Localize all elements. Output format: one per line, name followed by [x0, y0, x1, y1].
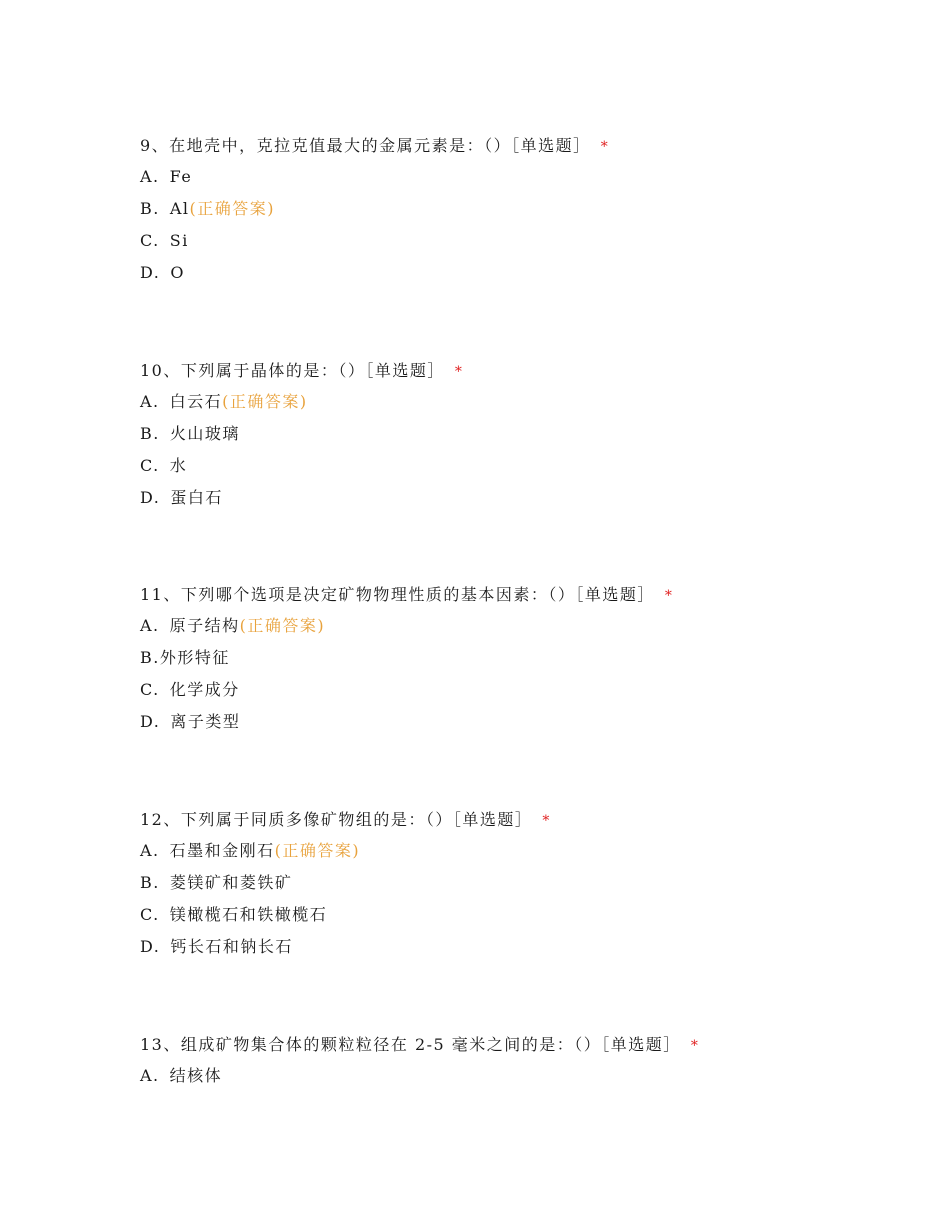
option-b	[140, 424, 920, 444]
correct-answer-note: (正确答案)	[189, 199, 276, 218]
correct-answer-note: (正确答案)	[239, 616, 326, 635]
question-9	[140, 136, 920, 283]
option-label: A.	[140, 1066, 160, 1085]
option-d	[140, 488, 920, 508]
option-text: 白云石	[169, 392, 223, 411]
option-text: 蛋白石	[170, 488, 223, 507]
option-label: A.	[140, 841, 160, 860]
option-text: Al	[169, 199, 190, 218]
option-label: D.	[140, 712, 161, 731]
question-title-text: 9、在地壳中，克拉克值最大的金属元素是：（）［单选题］	[140, 136, 591, 155]
question-10	[140, 361, 920, 508]
option-d	[140, 937, 920, 957]
question-11	[140, 585, 920, 732]
option-text: O	[170, 263, 185, 282]
option-label: C.	[140, 905, 160, 924]
option-label: C.	[140, 456, 160, 475]
option-text: Si	[169, 231, 189, 250]
option-b	[140, 199, 920, 219]
option-d	[140, 712, 920, 732]
option-c	[140, 231, 920, 251]
option-label: B.	[140, 199, 160, 218]
option-text: 石墨和金刚石	[169, 841, 275, 860]
question-title	[140, 136, 920, 156]
option-label: A.	[140, 167, 160, 186]
option-text: 菱镁矿和菱铁矿	[169, 873, 293, 892]
option-label: D.	[140, 263, 161, 282]
option-text: Fe	[169, 167, 193, 186]
option-c	[140, 905, 920, 925]
question-title-text: 10、下列属于晶体的是：（）［单选题］	[140, 361, 445, 380]
option-label: B.	[140, 424, 160, 443]
question-12	[140, 810, 920, 957]
option-text: 化学成分	[169, 680, 240, 699]
option-a	[140, 616, 920, 636]
required-mark: *	[600, 139, 610, 155]
option-label: A.	[140, 616, 160, 635]
option-label: B.	[140, 873, 160, 892]
option-text: 结核体	[169, 1066, 223, 1085]
question-title	[140, 361, 920, 381]
question-title	[140, 810, 920, 830]
option-label: C.	[140, 231, 160, 250]
required-mark: *	[690, 1038, 700, 1054]
option-label: A.	[140, 392, 160, 411]
option-d	[140, 263, 920, 283]
question-title	[140, 1035, 920, 1055]
question-title-text: 13、组成矿物集合体的颗粒粒径在 2-5 毫米之间的是：（）［单选题］	[140, 1035, 681, 1054]
option-label: C.	[140, 680, 160, 699]
required-mark: *	[542, 813, 551, 829]
option-text: 离子类型	[170, 712, 241, 731]
correct-answer-note: (正确答案)	[274, 841, 361, 860]
option-text: 原子结构	[169, 616, 240, 635]
option-text: 钙长石和钠长石	[170, 937, 293, 956]
correct-answer-note: (正确答案)	[222, 392, 308, 411]
option-b	[140, 648, 920, 668]
required-mark: *	[454, 364, 464, 380]
question-title-text: 12、下列属于同质多像矿物组的是：（）［单选题］	[140, 810, 533, 829]
option-text: 镁橄榄石和铁橄榄石	[169, 905, 328, 924]
option-a	[140, 1066, 920, 1086]
option-c	[140, 456, 920, 476]
option-label: D.	[140, 937, 161, 956]
question-title	[140, 585, 920, 605]
option-label: D.	[140, 488, 161, 507]
option-a	[140, 167, 920, 187]
option-a	[140, 841, 920, 861]
option-text: 水	[169, 456, 188, 475]
required-mark: *	[664, 588, 674, 604]
option-b	[140, 873, 920, 893]
option-a	[140, 392, 920, 412]
option-c	[140, 680, 920, 700]
option-text: B.外形特征	[140, 648, 230, 667]
question-13	[140, 1035, 920, 1086]
question-title-text: 11、下列哪个选项是决定矿物物理性质的基本因素：（）［单选题］	[140, 585, 655, 604]
option-text: 火山玻璃	[169, 424, 240, 443]
